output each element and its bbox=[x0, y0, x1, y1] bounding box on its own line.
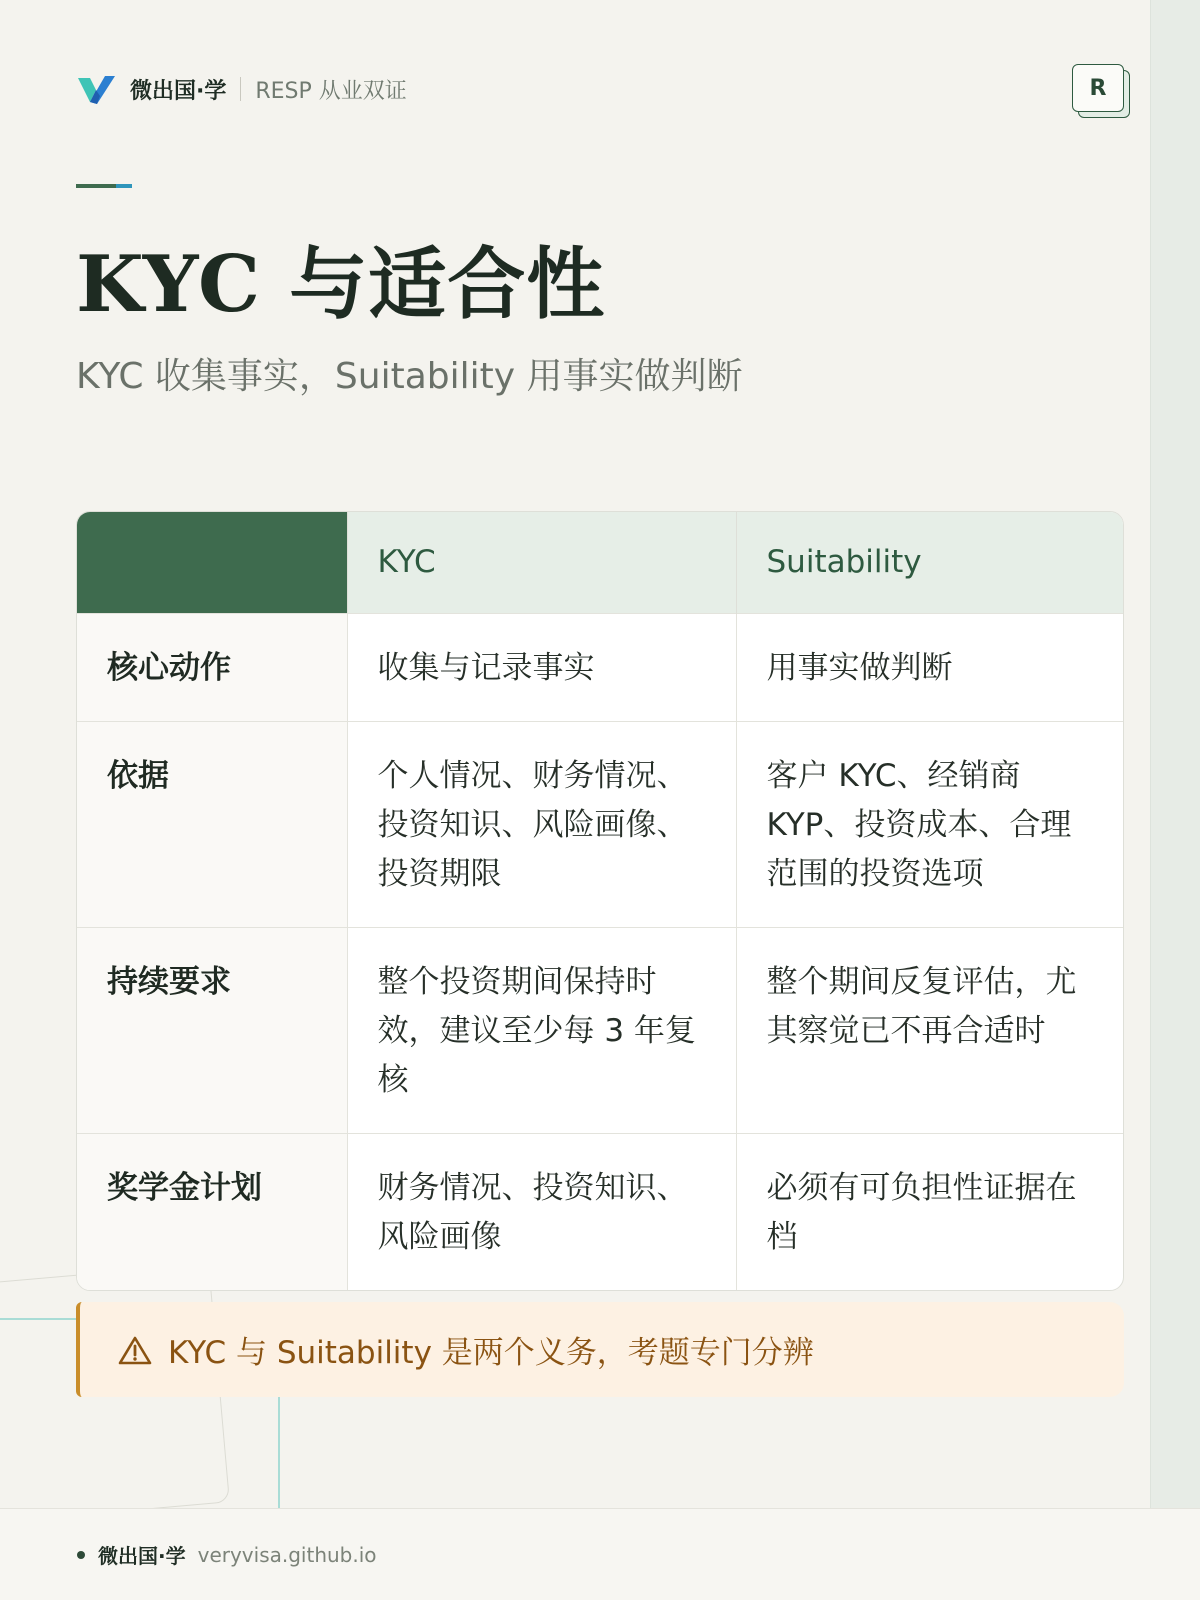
row-label: 依据 bbox=[77, 721, 347, 927]
header-divider bbox=[240, 77, 241, 101]
page-header bbox=[76, 70, 407, 108]
decorative-line bbox=[278, 1384, 280, 1508]
suitability-cell: 用事实做判断 bbox=[736, 613, 1124, 721]
row-label: 核心动作 bbox=[77, 613, 347, 721]
table-row bbox=[77, 1133, 1124, 1290]
header-subtitle: RESP 从业双证 bbox=[255, 78, 407, 104]
table-row bbox=[77, 613, 1124, 721]
footer-brand: 微出国·学 bbox=[98, 1544, 186, 1568]
footer-url[interactable]: veryvisa.github.io bbox=[197, 1542, 377, 1567]
table-corner-cell bbox=[77, 512, 347, 613]
page-subtitle: KYC 收集事实，Suitability 用事实做判断 bbox=[76, 356, 743, 397]
column-header-kyc: KYC bbox=[347, 512, 736, 613]
row-label: 持续要求 bbox=[77, 927, 347, 1133]
warning-triangle-icon bbox=[118, 1335, 152, 1365]
right-edge-strip bbox=[1150, 0, 1200, 1508]
series-badge: R bbox=[1072, 64, 1124, 112]
kyc-cell: 整个投资期间保持时效，建议至少每 3 年复核 bbox=[347, 927, 736, 1133]
table-row bbox=[77, 927, 1124, 1133]
table-row bbox=[77, 721, 1124, 927]
accent-bar bbox=[76, 184, 132, 188]
suitability-cell: 整个期间反复评估，尤其察觉已不再合适时 bbox=[736, 927, 1124, 1133]
page-title: KYC 与适合性 bbox=[76, 239, 606, 330]
warning-text: KYC 与 Suitability 是两个义务，考题专门分辨 bbox=[168, 1335, 814, 1371]
page-footer bbox=[0, 1508, 1200, 1600]
kyc-cell: 收集与记录事实 bbox=[347, 613, 736, 721]
kyc-cell: 个人情况、财务情况、投资知识、风险画像、投资期限 bbox=[347, 721, 736, 927]
kyc-cell: 财务情况、投资知识、风险画像 bbox=[347, 1133, 736, 1290]
footer-dot bbox=[77, 1551, 85, 1559]
suitability-cell: 客户 KYC、经销商 KYP、投资成本、合理范围的投资选项 bbox=[736, 721, 1124, 927]
column-header-suitability: Suitability bbox=[736, 512, 1124, 613]
brand-name: 微出国·学 bbox=[130, 78, 227, 104]
warning-callout bbox=[76, 1302, 1124, 1397]
comparison-table bbox=[76, 511, 1124, 1291]
table-header-row bbox=[77, 512, 1124, 613]
decorative-line bbox=[0, 1318, 80, 1320]
check-mark-logo-icon bbox=[76, 72, 116, 106]
row-label: 奖学金计划 bbox=[77, 1133, 347, 1290]
suitability-cell: 必须有可负担性证据在档 bbox=[736, 1133, 1124, 1290]
